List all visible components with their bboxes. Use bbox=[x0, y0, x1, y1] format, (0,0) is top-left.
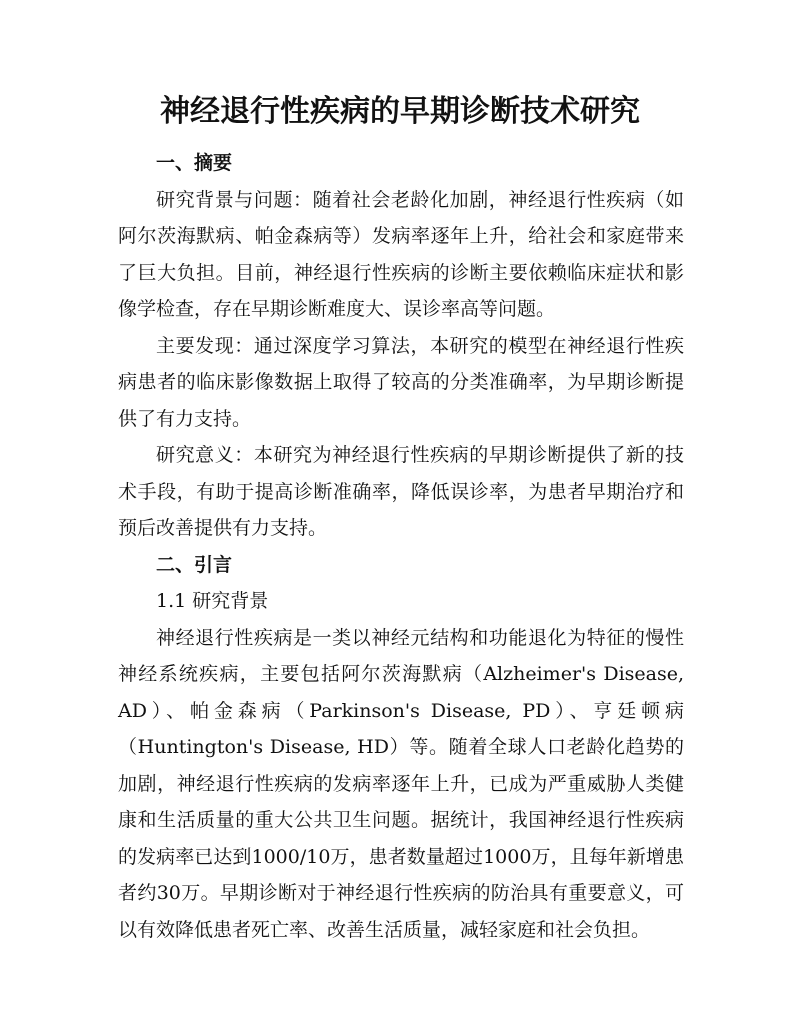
paragraph-research-background: 研究背景与问题：随着社会老龄化加剧，神经退行性疾病（如阿尔茨海默病、帕金森病等）发病率逐年上升，给社会和家庭带来了巨大负担。目前，神经退行性疾病的诊断主要依赖临床症状和影像学检查，存在早期诊断难度大、误诊率高等问题。 bbox=[118, 188, 684, 320]
document-title: 神经退行性疾病的早期诊断技术研究 bbox=[160, 94, 640, 129]
section-heading-introduction: 二、引言 bbox=[156, 553, 233, 576]
paragraph-research-significance: 研究意义：本研究为神经退行性疾病的早期诊断提供了新的技术手段，有助于提高诊断准确率，降低误诊率，为患者早期治疗和预后改善提供有力支持。 bbox=[118, 444, 684, 539]
document-body bbox=[118, 145, 684, 948]
section-abstract bbox=[118, 145, 684, 547]
paragraph-introduction-background: 神经退行性疾病是一类以神经元结构和功能退化为特征的慢性神经系统疾病，主要包括阿尔茨海默病（Alzheimer's Disease, AD）、帕金森病（Parkinson's Disease, PD）、亨廷顿病（Huntington's Disease, HD）等。随着全球人口老龄化趋势的加剧，神经退行性疾病的发病率逐年上升，已成为严重威胁人类健康和生活质量的重大公共卫生问题。据统计，我国神经退行性疾病的发病率已达到1000/10万，患者数量超过1000万，且每年新增患者约30万。早期诊断对于神经退行性疾病的防治具有重要意义，可以有效降低患者死亡率、改善生活质量，减轻家庭和社会负担。 bbox=[118, 626, 684, 941]
subsection-heading-background: 1.1 研究背景 bbox=[156, 590, 269, 612]
section-heading-abstract: 一、摘要 bbox=[156, 152, 233, 174]
paragraph-main-findings: 主要发现：通过深度学习算法，本研究的模型在神经退行性疾病患者的临床影像数据上取得了较高的分类准确率，为早期诊断提供了有力支持。 bbox=[118, 334, 684, 430]
section-introduction bbox=[118, 547, 684, 949]
